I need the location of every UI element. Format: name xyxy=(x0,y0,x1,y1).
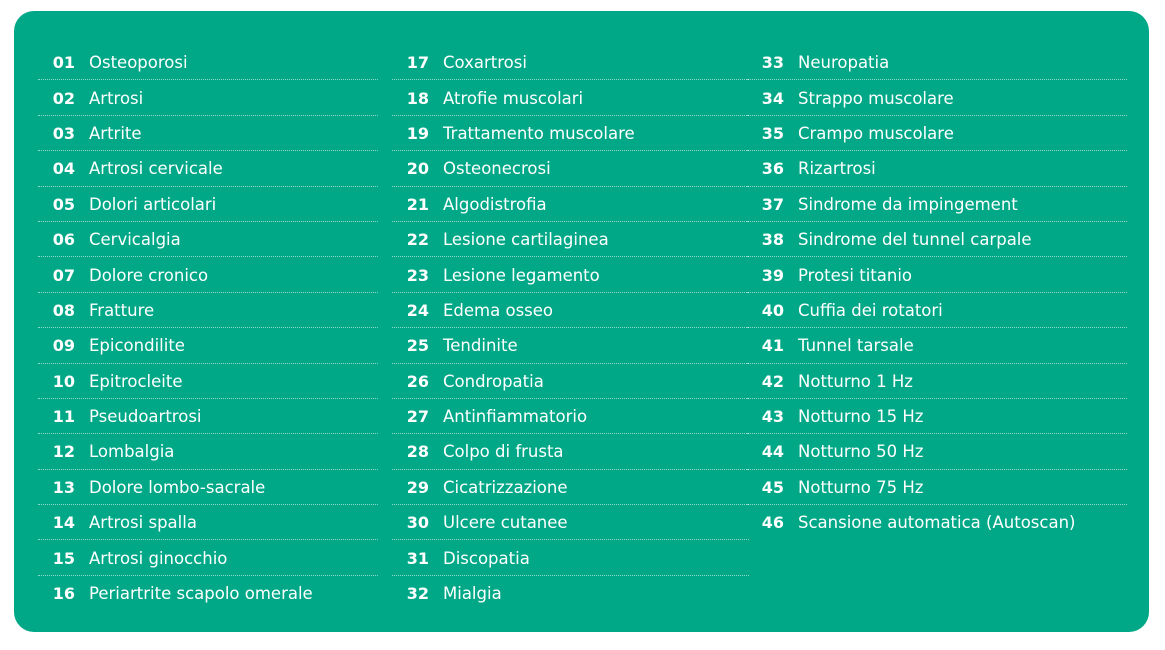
program-item xyxy=(38,576,378,611)
program-item xyxy=(392,257,749,292)
program-item xyxy=(38,540,378,575)
program-label: Cuffia dei rotatori xyxy=(798,300,943,320)
program-number: 45 xyxy=(761,477,784,497)
program-number: 11 xyxy=(52,407,75,427)
program-item xyxy=(747,116,1127,151)
program-item xyxy=(38,151,378,186)
program-item xyxy=(392,364,749,399)
program-label: Mialgia xyxy=(443,584,502,604)
program-number: 41 xyxy=(761,336,784,356)
program-item xyxy=(747,293,1127,328)
program-number: 07 xyxy=(52,265,75,285)
program-label: Lesione legamento xyxy=(443,265,600,285)
program-item xyxy=(392,540,749,575)
program-item xyxy=(747,505,1127,540)
program-number: 08 xyxy=(52,300,75,320)
program-item xyxy=(392,576,749,611)
program-number: 01 xyxy=(52,53,75,73)
program-number: 39 xyxy=(761,265,784,285)
program-number: 27 xyxy=(406,407,429,427)
program-item xyxy=(392,187,749,222)
program-number: 26 xyxy=(406,371,429,391)
program-item xyxy=(38,222,378,257)
program-number: 16 xyxy=(52,584,75,604)
program-number: 10 xyxy=(52,371,75,391)
program-number: 35 xyxy=(761,123,784,143)
program-number: 13 xyxy=(52,477,75,497)
program-label: Fratture xyxy=(89,300,155,320)
program-label: Lesione cartilaginea xyxy=(443,230,609,250)
program-number: 40 xyxy=(761,300,784,320)
program-label: Discopatia xyxy=(443,548,530,568)
program-item xyxy=(38,470,378,505)
program-number: 05 xyxy=(52,194,75,214)
program-item xyxy=(392,293,749,328)
program-number: 22 xyxy=(406,230,429,250)
program-label: Neuropatia xyxy=(798,53,890,73)
program-label: Notturno 75 Hz xyxy=(798,477,924,497)
program-item xyxy=(747,364,1127,399)
program-list-panel xyxy=(14,11,1149,632)
program-label: Artrosi cervicale xyxy=(89,159,223,179)
program-item xyxy=(38,399,378,434)
program-label: Colpo di frusta xyxy=(443,442,564,462)
program-item xyxy=(747,151,1127,186)
program-label: Trattamento muscolare xyxy=(443,123,635,143)
program-item xyxy=(38,505,378,540)
program-item xyxy=(392,505,749,540)
program-label: Artrite xyxy=(89,123,142,143)
program-number: 20 xyxy=(406,159,429,179)
program-label: Osteoporosi xyxy=(89,53,188,73)
program-number: 06 xyxy=(52,230,75,250)
program-column-3 xyxy=(747,45,1127,540)
program-number: 14 xyxy=(52,513,75,533)
program-number: 15 xyxy=(52,548,75,568)
program-label: Dolori articolari xyxy=(89,194,217,214)
program-label: Artrosi spalla xyxy=(89,513,197,533)
program-item xyxy=(38,80,378,115)
program-number: 04 xyxy=(52,159,75,179)
program-item xyxy=(392,328,749,363)
program-item xyxy=(747,222,1127,257)
program-label: Protesi titanio xyxy=(798,265,912,285)
program-item xyxy=(747,187,1127,222)
program-item xyxy=(392,116,749,151)
program-label: Cervicalgia xyxy=(89,230,181,250)
program-item xyxy=(38,328,378,363)
program-item xyxy=(747,328,1127,363)
program-number: 25 xyxy=(406,336,429,356)
program-number: 29 xyxy=(406,477,429,497)
program-number: 02 xyxy=(52,88,75,108)
program-label: Tunnel tarsale xyxy=(798,336,914,356)
program-number: 38 xyxy=(761,230,784,250)
program-label: Sindrome del tunnel carpale xyxy=(798,230,1032,250)
program-label: Antinfiammatorio xyxy=(443,407,588,427)
program-label: Algodistrofia xyxy=(443,194,547,214)
program-number: 42 xyxy=(761,371,784,391)
program-number: 43 xyxy=(761,407,784,427)
program-number: 23 xyxy=(406,265,429,285)
program-label: Scansione automatica (Autoscan) xyxy=(798,513,1076,533)
program-label: Edema osseo xyxy=(443,300,554,320)
program-label: Dolore cronico xyxy=(89,265,209,285)
program-item xyxy=(38,187,378,222)
program-number: 18 xyxy=(406,88,429,108)
program-item xyxy=(38,364,378,399)
program-item xyxy=(392,151,749,186)
program-number: 12 xyxy=(52,442,75,462)
program-number: 30 xyxy=(406,513,429,533)
program-label: Notturno 1 Hz xyxy=(798,371,913,391)
program-item xyxy=(392,80,749,115)
program-number: 28 xyxy=(406,442,429,462)
program-item xyxy=(38,45,378,80)
program-number: 31 xyxy=(406,548,429,568)
program-number: 37 xyxy=(761,194,784,214)
program-number: 33 xyxy=(761,53,784,73)
program-column-2 xyxy=(392,45,749,611)
program-number: 44 xyxy=(761,442,784,462)
program-label: Condropatia xyxy=(443,371,544,391)
program-label: Epitrocleite xyxy=(89,371,183,391)
program-label: Epicondilite xyxy=(89,336,185,356)
program-item xyxy=(392,434,749,469)
program-label: Periartrite scapolo omerale xyxy=(89,584,313,604)
program-item xyxy=(747,257,1127,292)
program-item xyxy=(747,80,1127,115)
program-item xyxy=(747,45,1127,80)
program-label: Cicatrizzazione xyxy=(443,477,568,497)
program-label: Strappo muscolare xyxy=(798,88,954,108)
program-item xyxy=(392,45,749,80)
program-number: 36 xyxy=(761,159,784,179)
program-label: Sindrome da impingement xyxy=(798,194,1018,214)
program-label: Crampo muscolare xyxy=(798,123,954,143)
program-label: Rizartrosi xyxy=(798,159,876,179)
program-label: Ulcere cutanee xyxy=(443,513,568,533)
program-label: Osteonecrosi xyxy=(443,159,551,179)
program-label: Tendinite xyxy=(443,336,518,356)
program-item xyxy=(38,293,378,328)
program-label: Coxartrosi xyxy=(443,53,527,73)
program-item xyxy=(38,434,378,469)
program-item xyxy=(38,257,378,292)
program-item xyxy=(747,470,1127,505)
program-number: 24 xyxy=(406,300,429,320)
program-label: Artrosi xyxy=(89,88,144,108)
program-label: Atrofie muscolari xyxy=(443,88,584,108)
program-number: 34 xyxy=(761,88,784,108)
program-label: Notturno 15 Hz xyxy=(798,407,924,427)
program-item xyxy=(392,222,749,257)
program-item xyxy=(38,116,378,151)
program-label: Pseudoartrosi xyxy=(89,407,202,427)
program-number: 21 xyxy=(406,194,429,214)
program-number: 09 xyxy=(52,336,75,356)
program-label: Artrosi ginocchio xyxy=(89,548,228,568)
program-item xyxy=(392,399,749,434)
program-number: 19 xyxy=(406,123,429,143)
program-number: 46 xyxy=(761,513,784,533)
program-item xyxy=(747,434,1127,469)
program-column-1 xyxy=(38,45,378,611)
program-item xyxy=(392,470,749,505)
program-label: Notturno 50 Hz xyxy=(798,442,924,462)
program-number: 32 xyxy=(406,584,429,604)
program-number: 03 xyxy=(52,123,75,143)
program-number: 17 xyxy=(406,53,429,73)
program-item xyxy=(747,399,1127,434)
program-label: Dolore lombo-sacrale xyxy=(89,477,266,497)
program-label: Lombalgia xyxy=(89,442,175,462)
